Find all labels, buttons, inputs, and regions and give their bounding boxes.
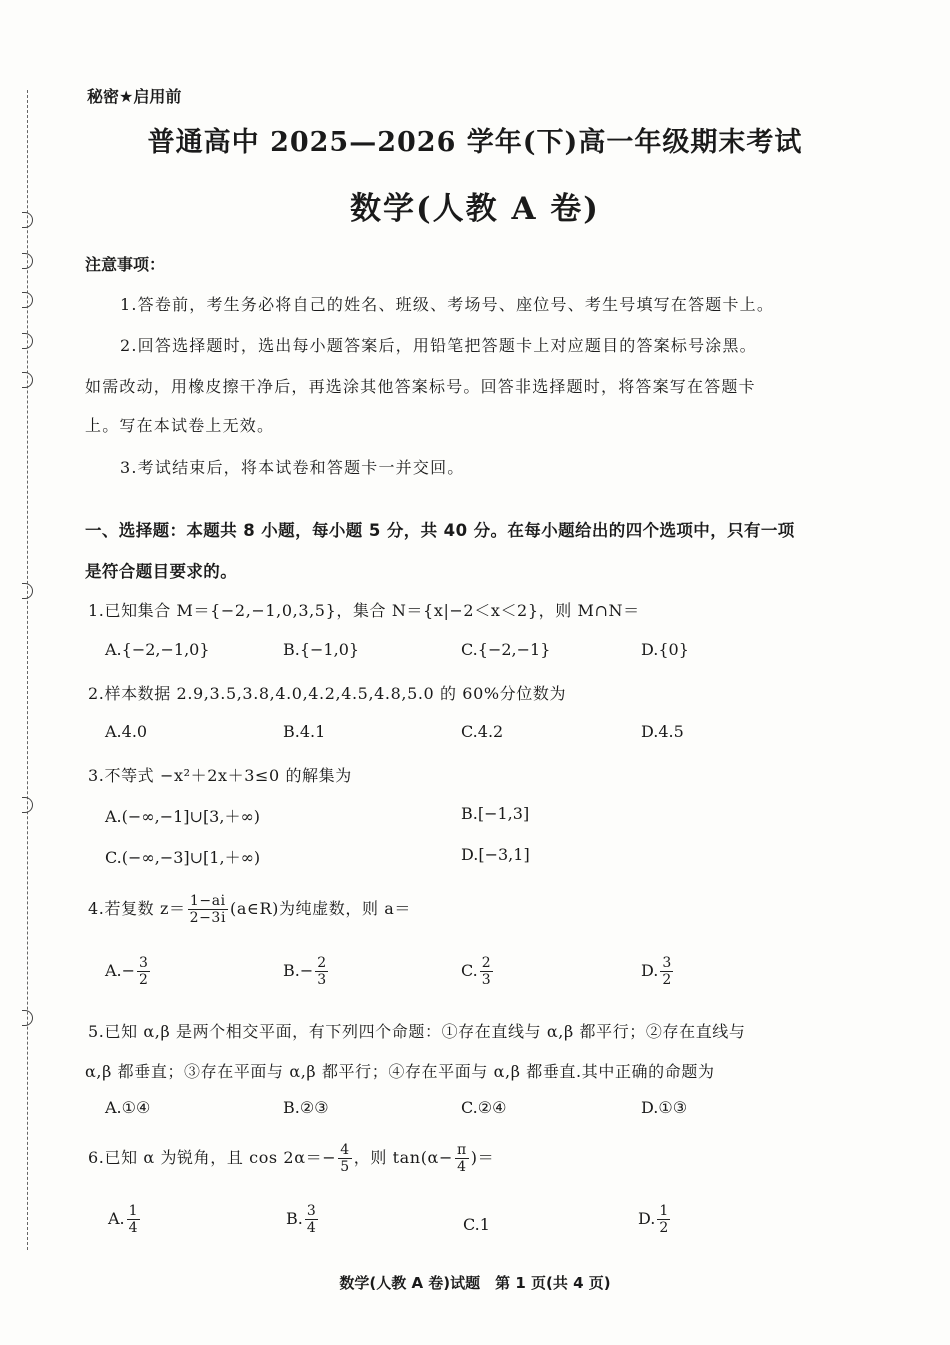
option-fraction <box>315 955 328 988</box>
q2-option-b: B.4.1 <box>283 722 326 741</box>
q3-option-d: D.[−3,1] <box>461 845 530 864</box>
question-4-stem <box>88 893 411 926</box>
q6-option-a <box>108 1203 142 1236</box>
question-2-stem: 2.样本数据 2.9,3.5,3.8,4.0,4.2,4.5,4.8,5.0 的 60%分位数为 <box>88 684 567 703</box>
option-label: C. <box>461 961 478 981</box>
option-label: D. <box>641 961 659 981</box>
frac-num: 2 <box>317 955 327 971</box>
q6-option-c <box>463 1215 490 1234</box>
q2-option-a: A.4.0 <box>105 722 148 741</box>
option-sign: − <box>299 961 314 981</box>
option-label: D. <box>638 1209 656 1229</box>
frac-num: 1 <box>128 1203 138 1219</box>
q4-frac-num: 1−ai <box>188 893 228 910</box>
frac-num: 4 <box>340 1142 350 1158</box>
binding-hole <box>22 583 33 599</box>
q1-option-c: C.{−2,−1} <box>461 640 551 659</box>
binding-hole <box>22 797 33 813</box>
q1-option-d: D.{0} <box>641 640 689 659</box>
option-fraction <box>305 1203 318 1236</box>
q1-option-a: A.{−2,−1,0} <box>105 640 210 659</box>
q4-option-c <box>461 955 495 988</box>
frac-num: 3 <box>139 955 148 971</box>
option-label: B. <box>286 1209 303 1229</box>
q4-fraction <box>188 893 228 926</box>
q2-option-d: D.4.5 <box>641 722 684 741</box>
q1-option-b: B.{−1,0} <box>283 640 360 659</box>
exam-subtitle: 数学(人教 A 卷) <box>350 191 600 227</box>
option-fraction <box>660 955 673 988</box>
q2-option-c: C.4.2 <box>461 722 504 741</box>
question-1-stem: 1.已知集合 M＝{−2,−1,0,3,5}，集合 N＝{x|−2＜x＜2}，则 M∩N＝ <box>88 601 640 620</box>
option-fraction <box>137 955 150 988</box>
q4-option-a <box>105 955 152 988</box>
section-heading-cont: 是符合题目要求的。 <box>85 562 238 581</box>
frac-den: 2 <box>662 972 672 989</box>
q6-stem-mid: ，则 tan(α− <box>353 1148 453 1168</box>
q6-option-b <box>286 1203 320 1236</box>
option-sign: − <box>121 961 136 981</box>
section-heading: 一、选择题：本题共 8 小题，每小题 5 分，共 40 分。在每小题给出的四个选项中，只有一项 <box>85 521 795 540</box>
frac-den: 5 <box>340 1159 350 1176</box>
q3-option-b: B.[−1,3] <box>461 804 530 823</box>
option-label: A. <box>108 1209 125 1229</box>
binding-hole <box>22 292 33 308</box>
frac-den: 4 <box>457 1159 467 1176</box>
q6-fraction-1 <box>338 1142 352 1175</box>
option-label: B. <box>283 961 300 981</box>
q6-stem-pre: 6.已知 α 为锐角，且 cos 2α＝− <box>88 1148 337 1168</box>
q5-option-b: B.②③ <box>283 1098 329 1117</box>
option-label: C. <box>463 1215 480 1234</box>
frac-num: 1 <box>659 1203 669 1219</box>
q4-stem-post: (a∈R)为纯虚数，则 a＝ <box>230 899 411 919</box>
frac-num: 3 <box>306 1203 316 1219</box>
question-3-stem: 3.不等式 −x²＋2x＋3≤0 的解集为 <box>88 766 352 785</box>
note-line: 3.考试结束后，将本试卷和答题卡一并交回。 <box>120 458 465 477</box>
q4-option-d <box>641 955 675 988</box>
confidential-label: 秘密★启用前 <box>87 87 182 106</box>
q4-stem-pre: 4.若复数 z＝ <box>88 899 186 919</box>
q3-option-c: C.(−∞,−3]∪[1,＋∞) <box>105 848 261 867</box>
frac-den: 4 <box>306 1220 316 1237</box>
q5-option-d: D.①③ <box>641 1098 688 1117</box>
binding-hole <box>22 1010 33 1026</box>
q5-option-c: C.②④ <box>461 1098 507 1117</box>
q4-frac-den: 2−3i <box>189 910 227 927</box>
option-label: A. <box>105 961 122 981</box>
exam-title: 普通高中 2025—2026 学年(下)高一年级期末考试 <box>147 127 803 158</box>
frac-num: 3 <box>662 955 672 971</box>
q3-option-a: A.(−∞,−1]∪[3,＋∞) <box>105 807 261 826</box>
note-line: 1.答卷前，考生务必将自己的姓名、班级、考场号、座位号、考生号填写在答题卡上。 <box>120 295 775 314</box>
question-5-stem-cont: α,β 都垂直；③存在平面与 α,β 都平行；④存在平面与 α,β 都垂直.其中正确的命题为 <box>85 1062 715 1081</box>
frac-den: 3 <box>317 972 327 989</box>
q6-fraction-2 <box>455 1142 469 1175</box>
option-fraction <box>657 1203 670 1236</box>
option-fraction <box>127 1203 140 1236</box>
note-line: 上。写在本试卷上无效。 <box>85 416 275 435</box>
q5-option-a: A.①④ <box>105 1098 151 1117</box>
q6-option-d <box>638 1203 672 1236</box>
frac-num: 2 <box>481 955 491 971</box>
frac-den: 4 <box>128 1220 138 1237</box>
notes-heading: 注意事项： <box>85 255 166 274</box>
binding-hole <box>22 333 33 349</box>
q6-stem-post: )＝ <box>470 1148 495 1168</box>
note-line: 2.回答选择题时，选出每小题答案后，用铅笔把答题卡上对应题目的答案标号涂黑。 <box>120 336 757 355</box>
frac-den: 2 <box>659 1220 669 1237</box>
frac-den: 3 <box>481 972 491 989</box>
binding-hole <box>22 253 33 269</box>
q4-option-b <box>283 955 330 988</box>
page-footer: 数学(人教 A 卷)试题 第 1 页(共 4 页) <box>339 1274 611 1292</box>
question-5-stem: 5.已知 α,β 是两个相交平面，有下列四个命题：①存在直线与 α,β 都平行；②存在直线与 <box>88 1022 746 1041</box>
frac-num: π <box>456 1142 467 1158</box>
option-fraction <box>480 955 493 988</box>
note-line: 如需改动，用橡皮擦干净后，再选涂其他答案标号。回答非选择题时，将答案写在答题卡 <box>85 377 756 396</box>
binding-hole <box>22 372 33 388</box>
frac-den: 2 <box>139 972 148 989</box>
option-value: 1 <box>479 1215 490 1234</box>
question-6-stem <box>88 1142 494 1175</box>
